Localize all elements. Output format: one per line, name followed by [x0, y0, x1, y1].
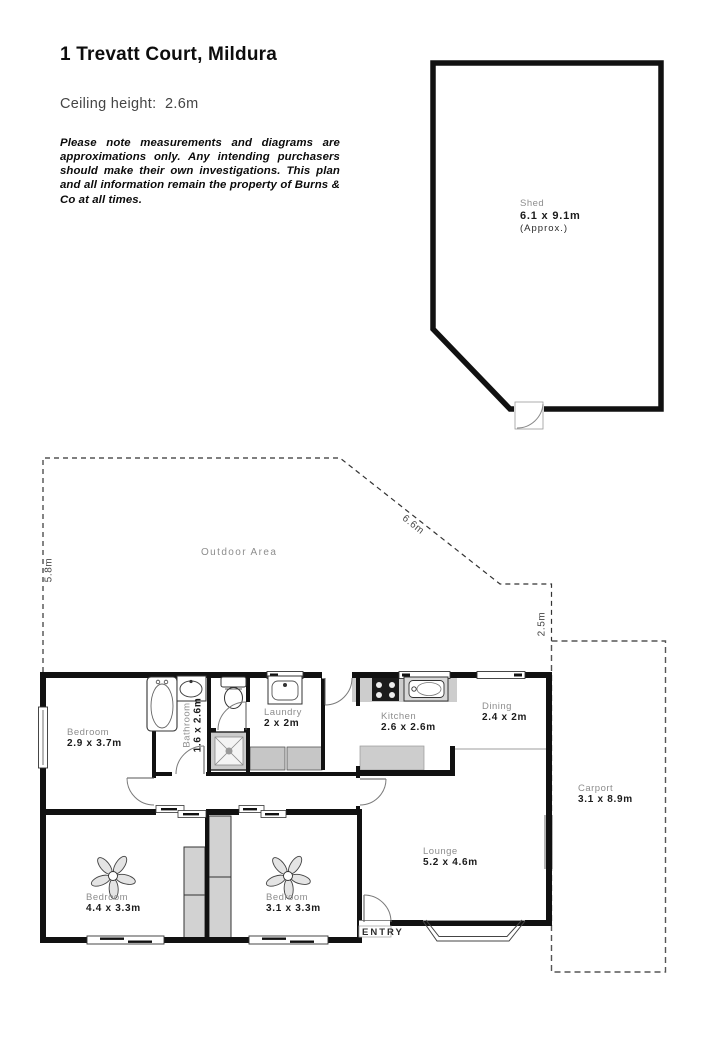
room-label-lounge: Lounge 5.2 x 4.6m: [423, 846, 478, 868]
stove: [372, 678, 399, 701]
room-label-bedroom-two: Bedroom 4.4 x 3.3m: [86, 892, 141, 914]
window-bedroom-three-bottom: [249, 936, 328, 944]
shower: [210, 732, 248, 770]
shed-dims: 6.1 x 9.1m: [520, 210, 581, 222]
ceiling-height-note: Ceiling height: 2.6m: [60, 96, 199, 112]
outdoor-dim-right: 2.5m: [536, 611, 548, 637]
kitchen-sink: [404, 677, 448, 701]
room-label-kitchen: Kitchen 2.6 x 2.6m: [381, 711, 436, 733]
laundry-trough: [268, 676, 302, 704]
room-label-bedroom-three: Bedroom 3.1 x 3.3m: [266, 892, 321, 914]
room-label-bathroom: Bathroom 1.6 x 2.6m: [181, 697, 204, 753]
shed-approx: (Approx.): [520, 223, 569, 234]
window-bedroom-two-bottom: [87, 936, 164, 944]
outdoor-area-label: Outdoor Area: [201, 547, 278, 558]
shed-label: [520, 198, 581, 235]
room-label-laundry: Laundry 2 x 2m: [264, 707, 302, 729]
page-title: 1 Trevatt Court, Mildura: [60, 44, 278, 65]
room-label-bedroom-main: Bedroom 2.9 x 3.7m: [67, 727, 122, 749]
shed-name: Shed: [520, 198, 545, 209]
outdoor-dim-diagonal: 6.6m: [399, 513, 427, 537]
room-label-dining: Dining 2.4 x 2m: [482, 701, 528, 723]
shed-outline: [433, 63, 661, 429]
entry-label: ENTRY: [362, 927, 404, 938]
sliding-door-bedroom-two: [156, 806, 206, 818]
window-dining-top: [477, 672, 525, 679]
disclaimer-text: Please note measurements and diagrams are approximations only. Any intending purchasers should make their own investigations. This plan and all information remain the property of Burns & Co at all times.: [60, 137, 340, 206]
sliding-door-bedroom-three: [239, 806, 286, 818]
room-label-carport: Carport 3.1 x 8.9m: [578, 783, 633, 805]
outdoor-dim-left: 5.8m: [43, 557, 55, 583]
bathtub: [147, 677, 177, 731]
window-bedroom-main-left: [39, 707, 48, 768]
laundry-benches: [250, 747, 322, 770]
toilet: [221, 677, 246, 709]
outdoor-area-boundary: [43, 458, 552, 672]
carport-boundary: [552, 641, 666, 972]
